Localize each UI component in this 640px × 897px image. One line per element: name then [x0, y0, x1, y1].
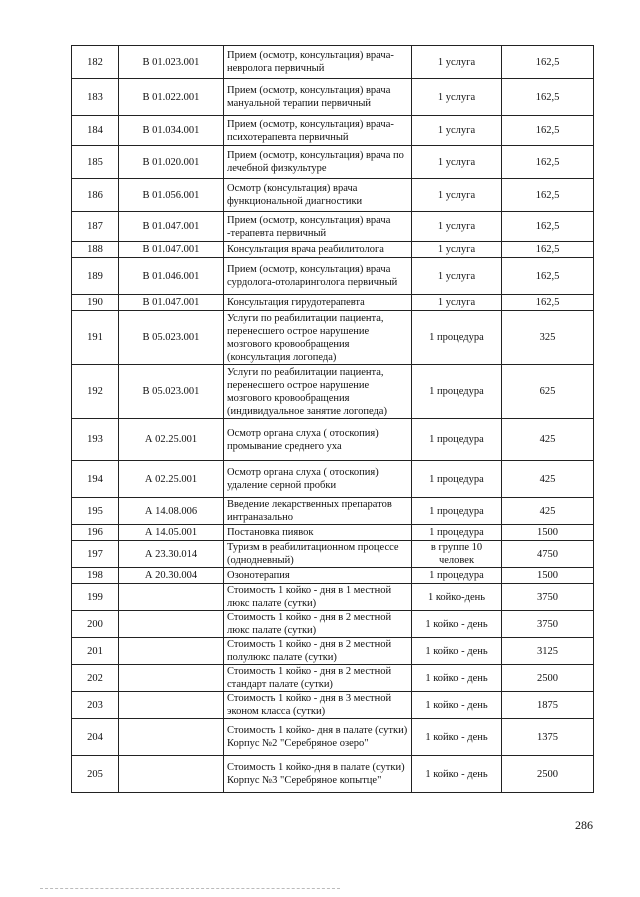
- cell-price: 325: [502, 311, 594, 365]
- cell-code: В 01.046.001: [119, 258, 224, 295]
- table-row: [72, 461, 594, 498]
- cell-num: 192: [72, 365, 119, 419]
- cell-num: 190: [72, 295, 119, 311]
- cell-price: 162,5: [502, 46, 594, 79]
- table-row: [72, 179, 594, 212]
- table-row: [72, 295, 594, 311]
- cell-unit: 1 койко - день: [412, 719, 502, 756]
- cell-unit: 1 процедура: [412, 461, 502, 498]
- table-row: [72, 116, 594, 146]
- cell-num: 203: [72, 692, 119, 719]
- cell-name: Осмотр органа слуха ( отоскопия) промывание среднего уха: [224, 419, 412, 461]
- cell-name: Прием (осмотр, консультация) врача сурдолога-отоларинголога первичный: [224, 258, 412, 295]
- cell-code: А 02.25.001: [119, 461, 224, 498]
- cell-num: 188: [72, 242, 119, 258]
- cell-num: 199: [72, 584, 119, 611]
- table-row: [72, 498, 594, 525]
- cell-unit: 1 процедура: [412, 525, 502, 541]
- cell-code: [119, 584, 224, 611]
- cell-code: В 01.047.001: [119, 212, 224, 242]
- cell-num: 189: [72, 258, 119, 295]
- cell-code: В 01.022.001: [119, 79, 224, 116]
- cell-unit: 1 услуга: [412, 46, 502, 79]
- cell-unit: 1 процедура: [412, 311, 502, 365]
- cell-unit: 1 процедура: [412, 365, 502, 419]
- page-number: 286: [575, 818, 593, 832]
- cell-code: [119, 665, 224, 692]
- cell-price: 162,5: [502, 146, 594, 179]
- cell-code: А 02.25.001: [119, 419, 224, 461]
- cell-num: 184: [72, 116, 119, 146]
- cell-name: Осмотр органа слуха ( отоскопия) удаление серной пробки: [224, 461, 412, 498]
- table-row: [72, 46, 594, 79]
- cell-code: А 23.30.014: [119, 541, 224, 568]
- cell-num: 194: [72, 461, 119, 498]
- table-row: [72, 419, 594, 461]
- cell-price: 3125: [502, 638, 594, 665]
- cell-name: Стоимость 1 койко- дня в палате (сутки) Корпус №2 "Серебряное озеро": [224, 719, 412, 756]
- cell-price: 4750: [502, 541, 594, 568]
- table-row: [72, 568, 594, 584]
- cell-name: Стоимость 1 койко - дня в 2 местной стандарт палате (сутки): [224, 665, 412, 692]
- cell-code: [119, 692, 224, 719]
- cell-num: 185: [72, 146, 119, 179]
- cell-code: В 01.034.001: [119, 116, 224, 146]
- cell-price: 425: [502, 419, 594, 461]
- table-row: [72, 719, 594, 756]
- cell-unit: 1 услуга: [412, 212, 502, 242]
- cell-code: [119, 611, 224, 638]
- cell-price: 162,5: [502, 212, 594, 242]
- cell-num: 193: [72, 419, 119, 461]
- cell-name: Постановка пиявок: [224, 525, 412, 541]
- cell-price: 3750: [502, 584, 594, 611]
- cell-unit: 1 услуга: [412, 79, 502, 116]
- price-list-table: [71, 45, 594, 793]
- table-row: [72, 611, 594, 638]
- cell-code: А 14.05.001: [119, 525, 224, 541]
- cell-name: Консультация врача реабилитолога: [224, 242, 412, 258]
- cell-unit: 1 процедура: [412, 568, 502, 584]
- cell-num: 196: [72, 525, 119, 541]
- cell-code: В 01.023.001: [119, 46, 224, 79]
- cell-name: Озонотерапия: [224, 568, 412, 584]
- cell-price: 1500: [502, 525, 594, 541]
- cell-unit: 1 услуга: [412, 242, 502, 258]
- table-row: [72, 756, 594, 793]
- cell-price: 162,5: [502, 116, 594, 146]
- cell-name: Туризм в реабилитационном процессе (однодневный): [224, 541, 412, 568]
- table-row: [72, 146, 594, 179]
- cell-unit: 1 услуга: [412, 295, 502, 311]
- table-row: [72, 541, 594, 568]
- cell-unit: в группе 10 человек: [412, 541, 502, 568]
- cell-code: В 01.020.001: [119, 146, 224, 179]
- cell-unit: 1 процедура: [412, 498, 502, 525]
- cell-code: А 20.30.004: [119, 568, 224, 584]
- table-row: [72, 525, 594, 541]
- cell-price: 2500: [502, 756, 594, 793]
- cell-num: 187: [72, 212, 119, 242]
- cell-unit: 1 услуга: [412, 179, 502, 212]
- cell-name: Стоимость 1 койко - дня в 3 местной эконом класса (сутки): [224, 692, 412, 719]
- cell-num: 186: [72, 179, 119, 212]
- cell-num: 201: [72, 638, 119, 665]
- cell-code: [119, 638, 224, 665]
- cell-num: 195: [72, 498, 119, 525]
- cell-price: 1875: [502, 692, 594, 719]
- cell-name: Осмотр (консультация) врача функциональной диагностики: [224, 179, 412, 212]
- cell-price: 162,5: [502, 295, 594, 311]
- cell-price: 625: [502, 365, 594, 419]
- table-row: [72, 258, 594, 295]
- cell-name: Стоимость 1 койко - дня в 2 местной люкс палате (сутки): [224, 611, 412, 638]
- cell-unit: 1 койко - день: [412, 756, 502, 793]
- cell-name: Прием (осмотр, консультация) врача-психотерапевта первичный: [224, 116, 412, 146]
- cell-unit: 1 койко-день: [412, 584, 502, 611]
- table-row: [72, 665, 594, 692]
- cell-price: 162,5: [502, 242, 594, 258]
- cell-name: Стоимость 1 койко-дня в палате (сутки) Корпус №3 "Серебряное копытце": [224, 756, 412, 793]
- cell-name: Услуги по реабилитации пациента, перенесшего острое нарушение мозгового кровообращения (консультация логопеда): [224, 311, 412, 365]
- cell-price: 162,5: [502, 79, 594, 116]
- cell-unit: 1 койко - день: [412, 692, 502, 719]
- cell-name: Услуги по реабилитации пациента, перенесшего острое нарушение мозгового кровообращения (индивидуальное занятие логопеда): [224, 365, 412, 419]
- cell-name: Стоимость 1 койко - дня в 2 местной полулюкс палате (сутки): [224, 638, 412, 665]
- cell-name: Прием (осмотр, консультация) врача по лечебной физкультуре: [224, 146, 412, 179]
- cell-num: 204: [72, 719, 119, 756]
- cell-price: 425: [502, 461, 594, 498]
- cell-price: 2500: [502, 665, 594, 692]
- cell-unit: 1 услуга: [412, 146, 502, 179]
- table-row: [72, 311, 594, 365]
- cell-code: В 01.047.001: [119, 295, 224, 311]
- cell-unit: 1 койко - день: [412, 638, 502, 665]
- table-row: [72, 212, 594, 242]
- cell-num: 198: [72, 568, 119, 584]
- table-row: [72, 692, 594, 719]
- cell-num: 183: [72, 79, 119, 116]
- cell-unit: 1 услуга: [412, 258, 502, 295]
- cell-num: 202: [72, 665, 119, 692]
- cell-code: [119, 756, 224, 793]
- scan-artifact-line: [40, 888, 340, 889]
- cell-price: 1375: [502, 719, 594, 756]
- cell-price: 1500: [502, 568, 594, 584]
- cell-num: 182: [72, 46, 119, 79]
- table-row: [72, 365, 594, 419]
- cell-unit: 1 койко - день: [412, 665, 502, 692]
- cell-name: Введение лекарственных препаратов интраназально: [224, 498, 412, 525]
- table-row: [72, 638, 594, 665]
- cell-num: 205: [72, 756, 119, 793]
- cell-name: Прием (осмотр, консультация) врача мануальной терапии первичный: [224, 79, 412, 116]
- cell-code: А 14.08.006: [119, 498, 224, 525]
- cell-unit: 1 процедура: [412, 419, 502, 461]
- cell-price: 162,5: [502, 258, 594, 295]
- table-row: [72, 79, 594, 116]
- cell-code: [119, 719, 224, 756]
- cell-name: Консультация гирудотерапевта: [224, 295, 412, 311]
- cell-num: 197: [72, 541, 119, 568]
- cell-name: Прием (осмотр, консультация) врача-невролога первичный: [224, 46, 412, 79]
- cell-code: В 05.023.001: [119, 311, 224, 365]
- cell-price: 3750: [502, 611, 594, 638]
- cell-code: В 05.023.001: [119, 365, 224, 419]
- cell-price: 425: [502, 498, 594, 525]
- cell-name: Стоимость 1 койко - дня в 1 местной люкс палате (сутки): [224, 584, 412, 611]
- cell-unit: 1 койко - день: [412, 611, 502, 638]
- cell-num: 200: [72, 611, 119, 638]
- cell-name: Прием (осмотр, консультация) врача -терапевта первичный: [224, 212, 412, 242]
- cell-num: 191: [72, 311, 119, 365]
- cell-code: В 01.056.001: [119, 179, 224, 212]
- cell-unit: 1 услуга: [412, 116, 502, 146]
- cell-code: В 01.047.001: [119, 242, 224, 258]
- table-row: [72, 584, 594, 611]
- table-row: [72, 242, 594, 258]
- cell-price: 162,5: [502, 179, 594, 212]
- price-list-body: [72, 46, 594, 793]
